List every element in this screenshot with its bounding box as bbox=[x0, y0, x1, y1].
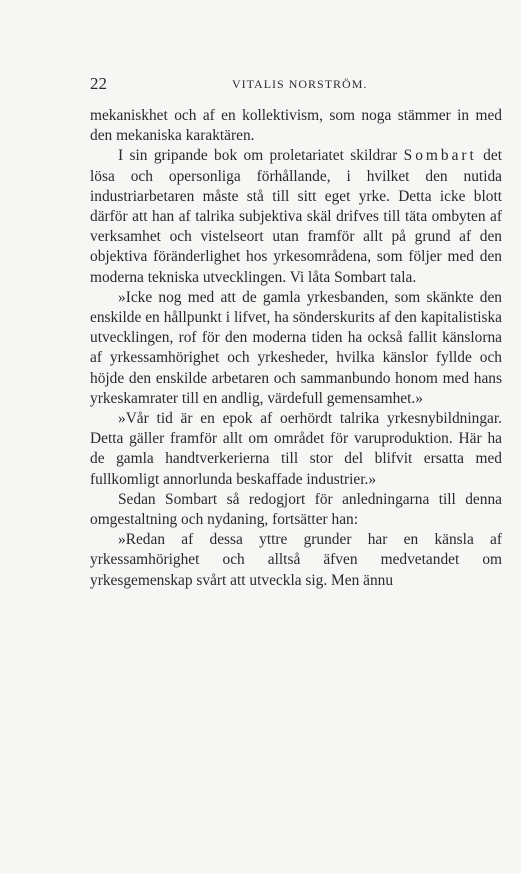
spaced-name: Sombart bbox=[403, 147, 477, 165]
text-segment: Sedan Sombart så redogjort för anledningarna till denna omgestaltning och nydaning, fortsätter han: bbox=[90, 490, 502, 529]
paragraph bbox=[90, 146, 502, 287]
text-segment: »Redan af dessa yttre grunder har en känsla af yrkessamhörighet och alltså äfven medvetandet om yrkesgemenskap svårt att utveckla sig. Men ännu bbox=[90, 531, 502, 589]
text-segment: »Icke nog med att de gamla yrkesbanden, som skänkte den enskilde en hållpunkt i lifvet, ha sönderskurits af den kapitalistiska utvecklingen, rof för den moderna tiden ha också fallit känslorna af yrkessamhörighet och yrkesheder, hvilka känslor fyllde och höjde den enskilde arbetaren och sammanbundo honom med hans yrkeskamrater till en andlig, värdefull gemensamhet.» bbox=[90, 288, 502, 407]
paragraph bbox=[90, 409, 502, 490]
text-segment: »Vår tid är en epok af oerhördt talrika yrkesnybildningar. Detta gäller framför allt om området för varuproduktion. Här ha de gamla handtverkerierna till stor del blifvit ersatta med fullkomligt annorlunda beskaffade industrier.» bbox=[90, 410, 502, 488]
text-segment: I sin gripande bok om proletariatet skildrar bbox=[118, 147, 404, 165]
text-segment: mekaniskhet och af en kollektivism, som noga stämmer in med den mekaniska karaktären. bbox=[90, 107, 502, 145]
paragraph bbox=[90, 106, 502, 146]
page-number: 22 bbox=[90, 74, 107, 93]
paragraph bbox=[90, 530, 502, 591]
paragraph bbox=[90, 490, 502, 530]
running-head-author: VITALIS NORSTRÖM. bbox=[232, 77, 368, 91]
running-head bbox=[90, 74, 502, 94]
text-segment: det lösa och opersonliga förhållande, i hvilket den nutida industriarbetaren måste stå till sitt eget yrke. Detta icke blott därför att han af talrika subjektiva skäl drifves till täta ombyten af verksamhet och vistelseort utan framför allt på grund af den objektiva föränderlighet hos yrkesområdena, som följer med den moderna tekniska utvecklingen. Vi låta Sombart tala. bbox=[90, 147, 502, 286]
body-text bbox=[90, 106, 502, 591]
paragraph bbox=[90, 288, 502, 409]
